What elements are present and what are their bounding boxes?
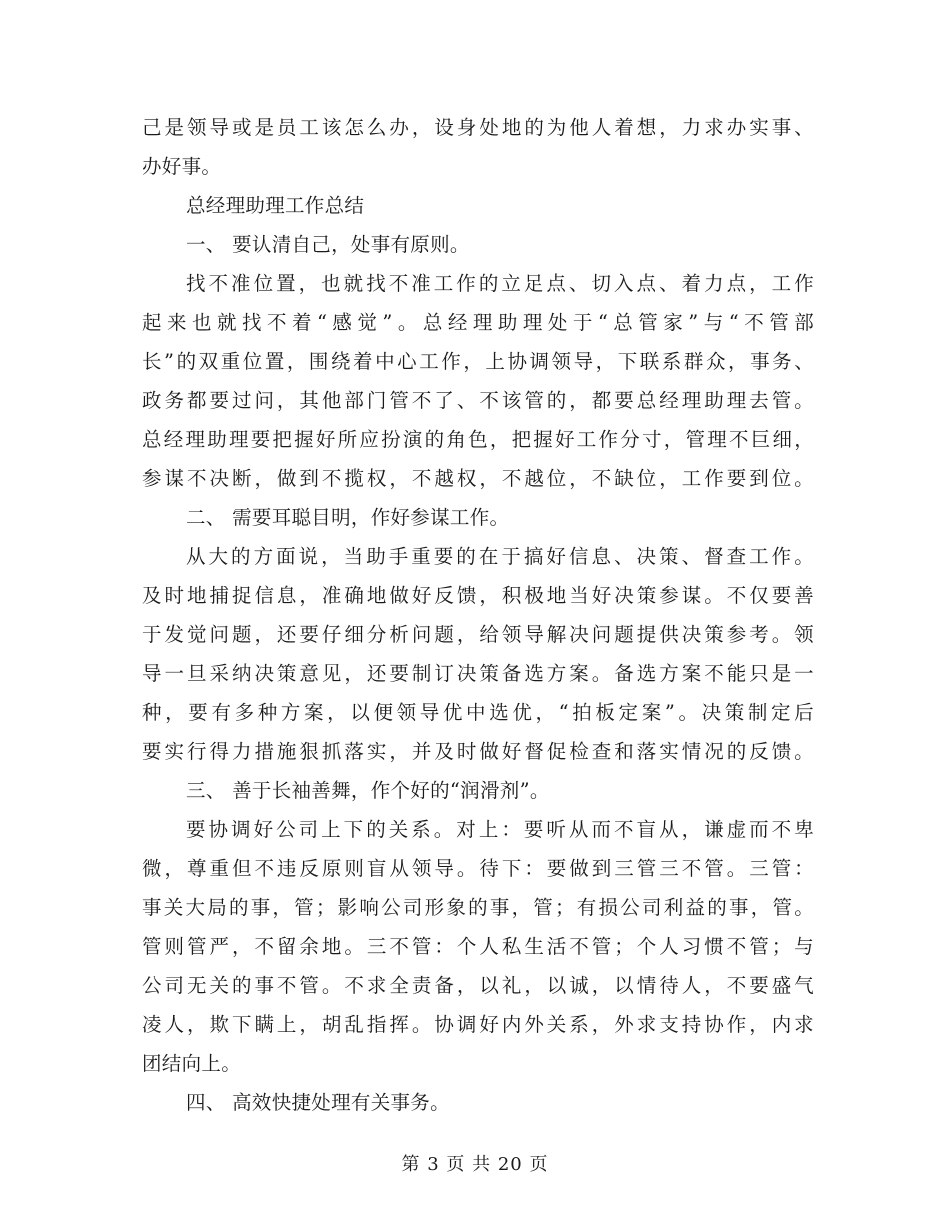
body-line: 导一旦采纳决策意见，还要制订决策备选方案。备选方案不能只是一 <box>142 662 814 685</box>
body-line: 凌人，欺下瞒上，胡乱指挥。协调好内外关系，外求支持协作，内求 <box>142 1013 814 1036</box>
page-number-footer: 第 3 页 共 20 页 <box>401 1154 549 1175</box>
body-line: 参谋不决断，做到不揽权，不越权，不越位，不缺位，工作要到位。 <box>142 467 814 490</box>
document-body <box>142 108 814 1122</box>
body-line: 要协调好公司上下的关系。对上：要听从而不盲从，谦虚而不卑 <box>186 818 814 841</box>
section-heading: 三、 善于长袖善舞，作个好的“润滑剂”。 <box>186 779 550 802</box>
body-line: 公司无关的事不管。不求全责备，以礼，以诚，以情待人，不要盛气 <box>142 974 814 997</box>
body-line: 要实行得力措施狠抓落实，并及时做好督促检查和落实情况的反馈。 <box>142 740 814 763</box>
body-line: 于发觉问题，还要仔细分析问题，给领导解决问题提供决策参考。领 <box>142 623 814 646</box>
document-title: 总经理助理工作总结 <box>186 194 365 217</box>
body-line: 长”的双重位置，围绕着中心工作，上协调领导，下联系群众，事务、 <box>142 350 814 373</box>
body-line: 及时地捕捉信息，准确地做好反馈，积极地当好决策参谋。不仅要善 <box>142 584 814 607</box>
body-line: 团结向上。 <box>142 1052 242 1075</box>
body-line: 找不准位置，也就找不准工作的立足点、切入点、着力点，工作 <box>186 272 814 295</box>
section-heading: 四、 高效快捷处理有关事务。 <box>186 1091 450 1114</box>
body-line: 从大的方面说，当助手重要的在于搞好信息、决策、督查工作。 <box>186 545 814 568</box>
body-line: 办好事。 <box>142 155 222 178</box>
body-line: 微，尊重但不违反原则盲从领导。待下：要做到三管三不管。三管： <box>142 857 814 880</box>
section-heading: 一、 要认清自己，处事有原则。 <box>186 233 470 256</box>
body-line: 管则管严，不留余地。三不管：个人私生活不管；个人习惯不管；与 <box>142 935 814 958</box>
body-line: 种，要有多种方案，以便领导优中选优，“拍板定案”。决策制定后 <box>142 701 814 724</box>
body-line: 政务都要过问，其他部门管不了、不该管的，都要总经理助理去管。 <box>142 389 814 412</box>
body-line: 事关大局的事，管；影响公司形象的事，管；有损公司利益的事，管。 <box>142 896 814 919</box>
section-heading: 二、 需要耳聪目明，作好参谋工作。 <box>186 506 510 529</box>
body-line: 己是领导或是员工该怎么办，设身处地的为他人着想，力求办实事、 <box>142 116 814 139</box>
body-line: 总经理助理要把握好所应扮演的角色，把握好工作分寸，管理不巨细， <box>142 428 814 451</box>
body-line: 起来也就找不着“感觉”。总经理助理处于“总管家”与“不管部 <box>142 311 814 334</box>
